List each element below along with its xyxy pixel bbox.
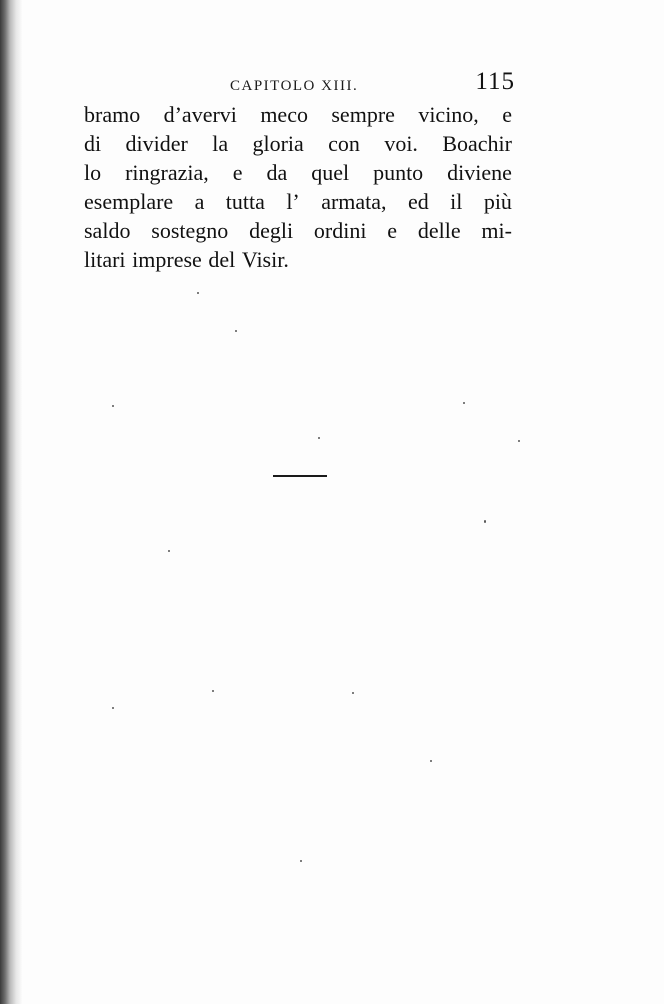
- scan-speck: [430, 760, 432, 762]
- word: a: [194, 189, 205, 214]
- word: e: [232, 160, 243, 185]
- scan-speck: [168, 550, 170, 552]
- scan-speck: [235, 330, 237, 332]
- scan-speck: [197, 292, 199, 294]
- word: ordini: [313, 218, 367, 243]
- book-spine-shadow: [0, 0, 22, 1004]
- word: ed: [407, 189, 429, 214]
- page-number: 115: [475, 68, 515, 95]
- word: con: [328, 131, 360, 156]
- word: armata,: [321, 189, 387, 214]
- word: l’: [286, 189, 300, 214]
- word: saldo: [84, 218, 131, 243]
- word: gloria: [252, 131, 304, 156]
- running-head: [80, 68, 520, 102]
- word: delle: [417, 218, 461, 243]
- text-line-6: [84, 245, 512, 274]
- scan-speck: [212, 690, 214, 692]
- word: Boachir: [442, 131, 512, 156]
- word: del: [208, 247, 236, 272]
- word: imprese: [132, 247, 202, 272]
- scan-speck: [463, 402, 465, 404]
- section-end-rule: [273, 475, 327, 477]
- chapter-title: CAPITOLO XIII.: [230, 78, 359, 94]
- scan-speck: [518, 440, 520, 442]
- word: lo: [84, 160, 102, 185]
- word: punto: [373, 160, 424, 185]
- text-line-2: [84, 129, 512, 158]
- text-line-5: [84, 216, 512, 245]
- word: sostegno: [151, 218, 229, 243]
- word: tutta: [225, 189, 265, 214]
- text-line-4: [84, 187, 512, 216]
- word: il: [450, 189, 463, 214]
- word: Visir.: [241, 247, 289, 272]
- word: di: [84, 131, 102, 156]
- scan-speck: [112, 405, 114, 407]
- word: quel: [311, 160, 350, 185]
- word: da: [266, 160, 288, 185]
- word: mi-: [481, 218, 512, 243]
- scan-speck: [484, 520, 486, 523]
- word: e: [502, 102, 512, 127]
- word: la: [212, 131, 229, 156]
- word: esemplare: [84, 189, 174, 214]
- word: meco: [260, 102, 308, 127]
- scan-speck: [300, 860, 302, 862]
- body-text: [84, 100, 512, 274]
- text-line-1: [84, 100, 512, 129]
- word: voi.: [384, 131, 418, 156]
- word: diviene: [447, 160, 512, 185]
- scan-speck: [112, 707, 114, 709]
- word: bramo: [84, 102, 141, 127]
- word: e: [387, 218, 398, 243]
- word: ringrazia,: [125, 160, 209, 185]
- scan-speck: [352, 692, 354, 694]
- word: litari: [84, 247, 126, 272]
- word: degli: [249, 218, 294, 243]
- word: divider: [125, 131, 188, 156]
- word: d’avervi: [163, 102, 237, 127]
- word: sempre: [331, 102, 395, 127]
- scan-speck: [318, 437, 320, 439]
- word: vicino,: [418, 102, 479, 127]
- word: più: [483, 189, 512, 214]
- text-line-3: [84, 158, 512, 187]
